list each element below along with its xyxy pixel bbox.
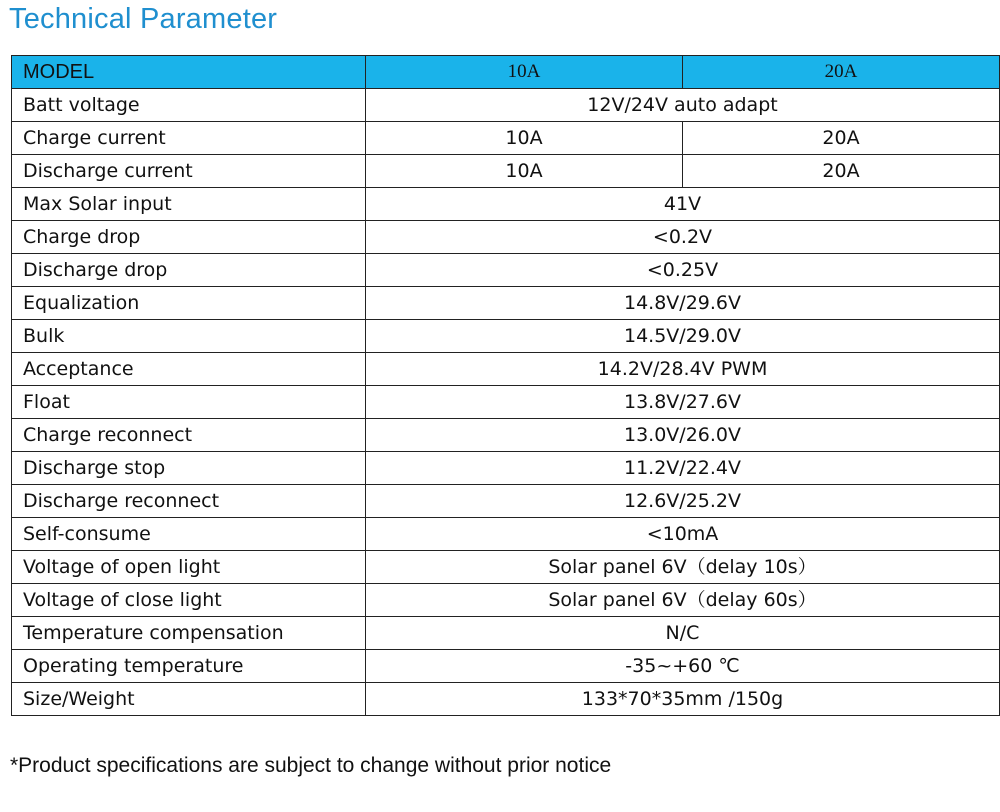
table-row — [12, 518, 1000, 551]
table-row — [12, 452, 1000, 485]
row-label: Batt voltage — [12, 89, 366, 122]
row-value: 12V/24V auto adapt — [366, 89, 1000, 122]
row-label: Voltage of close light — [12, 584, 366, 617]
table-row — [12, 551, 1000, 584]
row-label: Charge drop — [12, 221, 366, 254]
table-header-row — [12, 56, 1000, 89]
table-row — [12, 122, 1000, 155]
header-model-label: MODEL — [12, 56, 366, 89]
row-label: Acceptance — [12, 353, 366, 386]
row-value: 10A — [366, 122, 683, 155]
table-row — [12, 155, 1000, 188]
row-label: Operating temperature — [12, 650, 366, 683]
row-value: 14.8V/29.6V — [366, 287, 1000, 320]
row-value: 20A — [683, 122, 1000, 155]
table-row — [12, 287, 1000, 320]
row-label: Equalization — [12, 287, 366, 320]
row-label: Bulk — [12, 320, 366, 353]
row-label: Charge current — [12, 122, 366, 155]
row-value: <10mA — [366, 518, 1000, 551]
table-row — [12, 485, 1000, 518]
row-value: 14.2V/28.4V PWM — [366, 353, 1000, 386]
table-row — [12, 650, 1000, 683]
spec-table — [11, 55, 1000, 716]
table-row — [12, 320, 1000, 353]
table-row — [12, 353, 1000, 386]
row-value: Solar panel 6V（delay 60s） — [366, 584, 1000, 617]
table-row — [12, 89, 1000, 122]
row-value: -35~+60 ℃ — [366, 650, 1000, 683]
row-label: Self-consume — [12, 518, 366, 551]
table-row — [12, 386, 1000, 419]
row-value: 13.0V/26.0V — [366, 419, 1000, 452]
table-row — [12, 254, 1000, 287]
row-label: Size/Weight — [12, 683, 366, 716]
table-row — [12, 584, 1000, 617]
table-row — [12, 221, 1000, 254]
row-value: 10A — [366, 155, 683, 188]
table-row — [12, 683, 1000, 716]
header-model-10a: 10A — [366, 56, 683, 89]
row-value: <0.25V — [366, 254, 1000, 287]
row-value: 133*70*35mm /150g — [366, 683, 1000, 716]
row-value: N/C — [366, 617, 1000, 650]
page-title: Technical Parameter — [9, 3, 278, 35]
row-label: Discharge drop — [12, 254, 366, 287]
row-value: 11.2V/22.4V — [366, 452, 1000, 485]
table-row — [12, 419, 1000, 452]
row-label: Discharge stop — [12, 452, 366, 485]
table-row — [12, 188, 1000, 221]
table-row — [12, 617, 1000, 650]
row-label: Max Solar input — [12, 188, 366, 221]
row-label: Voltage of open light — [12, 551, 366, 584]
row-value: <0.2V — [366, 221, 1000, 254]
footnote: *Product specifications are subject to change without prior notice — [10, 754, 612, 777]
row-label: Temperature compensation — [12, 617, 366, 650]
row-value: 14.5V/29.0V — [366, 320, 1000, 353]
row-label: Charge reconnect — [12, 419, 366, 452]
row-label: Discharge current — [12, 155, 366, 188]
row-label: Float — [12, 386, 366, 419]
spec-table-body — [12, 56, 1000, 716]
row-value: 20A — [683, 155, 1000, 188]
row-value: 12.6V/25.2V — [366, 485, 1000, 518]
row-value: 41V — [366, 188, 1000, 221]
row-value: 13.8V/27.6V — [366, 386, 1000, 419]
row-label: Discharge reconnect — [12, 485, 366, 518]
header-model-20a: 20A — [683, 56, 1000, 89]
row-value: Solar panel 6V（delay 10s） — [366, 551, 1000, 584]
